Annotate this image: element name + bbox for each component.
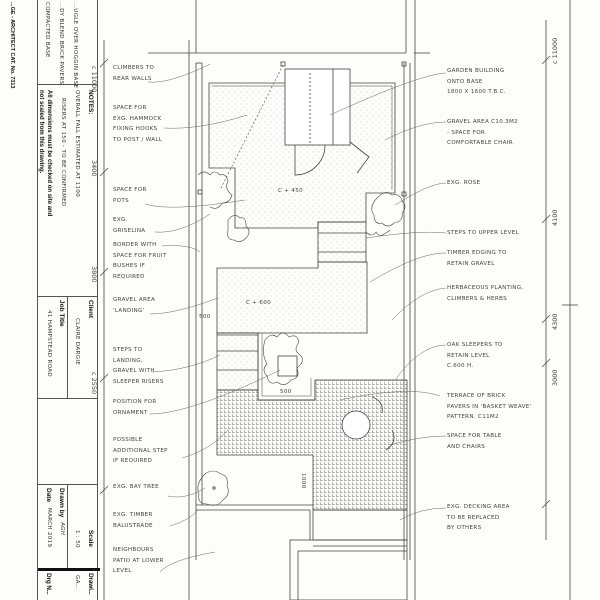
annotation-line: COMFORTABLE CHAIR (447, 140, 513, 146)
annotation-label (447, 117, 518, 149)
annotation-line: EXG. (113, 217, 128, 223)
material-note: ...UGLE OVER HOGGIN BASE (72, 2, 78, 89)
annotation-label (113, 435, 168, 467)
drg-no-label: Drg N... (45, 573, 52, 595)
annotation-label (447, 228, 519, 239)
annotation-line: LEVEL (113, 568, 132, 574)
annotation-line: C.600 H. (447, 363, 474, 369)
drawn-by-value: AGH (59, 522, 65, 536)
scale-value: 1 : 50 (74, 530, 80, 548)
annotation-line: REQUIRED (113, 273, 145, 280)
annotation-line: REAR WALLS (113, 75, 152, 82)
annotation-line: FIXING HOOKS (113, 126, 158, 132)
garden-building (285, 69, 350, 145)
level-upper: C + 450 (278, 188, 303, 194)
supplier-text: ...GE - ARCHITECT CAT. No. 7313 (9, 2, 15, 89)
annotation-line: PATIO AT LOWER (113, 557, 164, 564)
gravel-landing (217, 262, 367, 333)
annotation-line: RETAIN GRAVEL (447, 260, 495, 267)
annotation-line: ADDITIONAL STEP (113, 447, 168, 454)
annotation-line: RETAIN LEVEL (447, 352, 490, 359)
annotation-label (447, 283, 523, 304)
annotation-line: GRAVEL WITH (113, 368, 155, 374)
annotation-line: CLIMBERS TO (113, 65, 155, 71)
dimension-left: 3800 (90, 266, 98, 283)
dimension-right: 3000 (551, 369, 559, 386)
annotation-label (113, 397, 157, 418)
dimension-right: c 11000 (551, 37, 559, 64)
annotation-line: SPACE FOR TABLE (447, 433, 502, 439)
annotation-line: CLIMBERS & HERBS (447, 295, 507, 302)
job-title-value: 41 HAMPSTEAD ROAD (46, 310, 52, 377)
annotation-line: POSITION FOR (113, 399, 157, 405)
annotation-line: 1800 X 1600 T.B.C. (447, 89, 506, 95)
annotation-line: LANDING, (113, 357, 143, 364)
annotation-line: POSSIBLE (113, 437, 143, 443)
annotation-line: IF REQUIRED (113, 458, 153, 464)
annotation-label (113, 240, 167, 282)
level-landing: C + 600 (246, 300, 271, 306)
client-value: CLAIRE DARGIE (74, 318, 80, 366)
annotation-label (447, 502, 510, 534)
dimension-right: 4300 (551, 313, 559, 330)
annotation-line: POTS (113, 197, 129, 204)
disclaimer: not scaled from this drawing. (38, 90, 44, 174)
annotation-label (113, 295, 155, 316)
material-note: ...DY BLEND BRICK PAVERS (58, 2, 64, 85)
annotation-line: GRAVEL AREA C10.3M2 (447, 119, 519, 125)
annotation-line: HERBACEOUS PLANTING, (447, 285, 524, 291)
measure-label: 500 (280, 389, 292, 395)
annotation-line: BY OTHERS (447, 525, 482, 531)
date-value: MARCH 2019 (46, 508, 52, 548)
annotation-label (113, 63, 154, 84)
annotation-label (113, 482, 159, 493)
annotation-line: - SPACE FOR (447, 129, 486, 136)
annotation-line: ORNAMENT (113, 409, 148, 416)
annotation-line: NEIGHBOURS (113, 547, 154, 553)
brick-terrace (217, 380, 407, 510)
annotation-line: TIMBER EDGING TO (447, 250, 507, 256)
table-circle (342, 411, 370, 439)
client-label: Client (87, 300, 94, 319)
title-block (0, 0, 100, 600)
dimension-right: 4100 (551, 209, 559, 226)
annotation-line: SPACE FOR (113, 105, 147, 111)
rose-shrub (372, 192, 405, 226)
decking-area (313, 510, 407, 540)
annotation-line: SPACE FOR FRUIT (113, 252, 167, 259)
note: OVERALL FALL ESTIMATED AT 1100 (74, 90, 80, 197)
job-title-label: Job Title (58, 300, 65, 327)
dimension-left: c 11000 (90, 66, 98, 93)
annotation-label (447, 178, 480, 189)
date-label: Date (45, 488, 52, 503)
ornament-plinth (278, 356, 297, 376)
annotation-line: EXG. TIMBER (113, 512, 153, 518)
annotation-line: EXG. HAMMOCK (113, 115, 162, 122)
drawing-label: Drawi... (87, 573, 94, 595)
annotation-line: GARDEN BUILDING (447, 68, 505, 74)
annotation-line: TO POST / WALL (113, 136, 163, 143)
annotation-line: SPACE FOR (113, 187, 147, 193)
annotation-line: PAVERS IN 'BASKET WEAVE' (447, 403, 532, 410)
annotation-label (113, 545, 164, 577)
measure-label: 500 (199, 314, 211, 320)
note: RISERS AT 150 - TO BE CONFIRMED (60, 98, 66, 207)
annotation-label (113, 510, 153, 531)
annotation-line: BUSHES IF (113, 263, 146, 269)
annotation-line: GRISELINA (113, 227, 146, 234)
drawing-value: GA... (74, 575, 80, 590)
annotation-line: PATTERN. C11M2 (447, 414, 499, 420)
dimension-left: c 2550 (90, 372, 98, 395)
annotation-label (113, 345, 164, 387)
annotation-line: EXG. BAY TREE (113, 484, 159, 490)
disclaimer: All dimensions must be checked on site and (46, 90, 52, 217)
annotation-label (113, 185, 147, 206)
annotation-line: EXG. DECKING AREA (447, 504, 510, 510)
annotation-line: TERRACE OF BRICK (447, 393, 506, 399)
annotation-line: BALUSTRADE (113, 522, 153, 529)
material-note: COMPACTED BASE (44, 2, 50, 58)
annotation-line: BORDER WITH (113, 242, 157, 248)
drawn-by-label: Drawn by (58, 488, 65, 518)
annotation-line: TO BE REPLACED (447, 514, 500, 521)
dimension-left: 3400 (90, 160, 98, 177)
annotation-line: STEPS TO UPPER LEVEL (447, 230, 519, 236)
measure-label: 1000 (300, 473, 306, 489)
scale-label: Scale (87, 530, 94, 547)
annotation-label (113, 215, 145, 236)
annotation-line: OAK SLEEPERS TO (447, 342, 503, 348)
annotation-line: GRAVEL AREA (113, 297, 156, 303)
annotation-line: AND CHAIRS (447, 443, 486, 450)
annotation-label (447, 340, 503, 372)
notes-heading: NOTES: (87, 90, 94, 115)
annotation-label (447, 248, 507, 269)
annotation-label (447, 431, 502, 452)
annotation-line: ONTO BASE (447, 78, 483, 85)
annotation-label (447, 66, 506, 98)
annotation-line: SLEEPER RISERS (113, 378, 164, 385)
annotation-line: 'LANDING' (113, 307, 145, 314)
annotation-line: EXG. ROSE (447, 180, 481, 186)
annotation-line: STEPS TO (113, 347, 143, 353)
annotation-label (447, 391, 531, 423)
steps-to-landing (217, 333, 258, 390)
annotation-label (113, 103, 162, 145)
